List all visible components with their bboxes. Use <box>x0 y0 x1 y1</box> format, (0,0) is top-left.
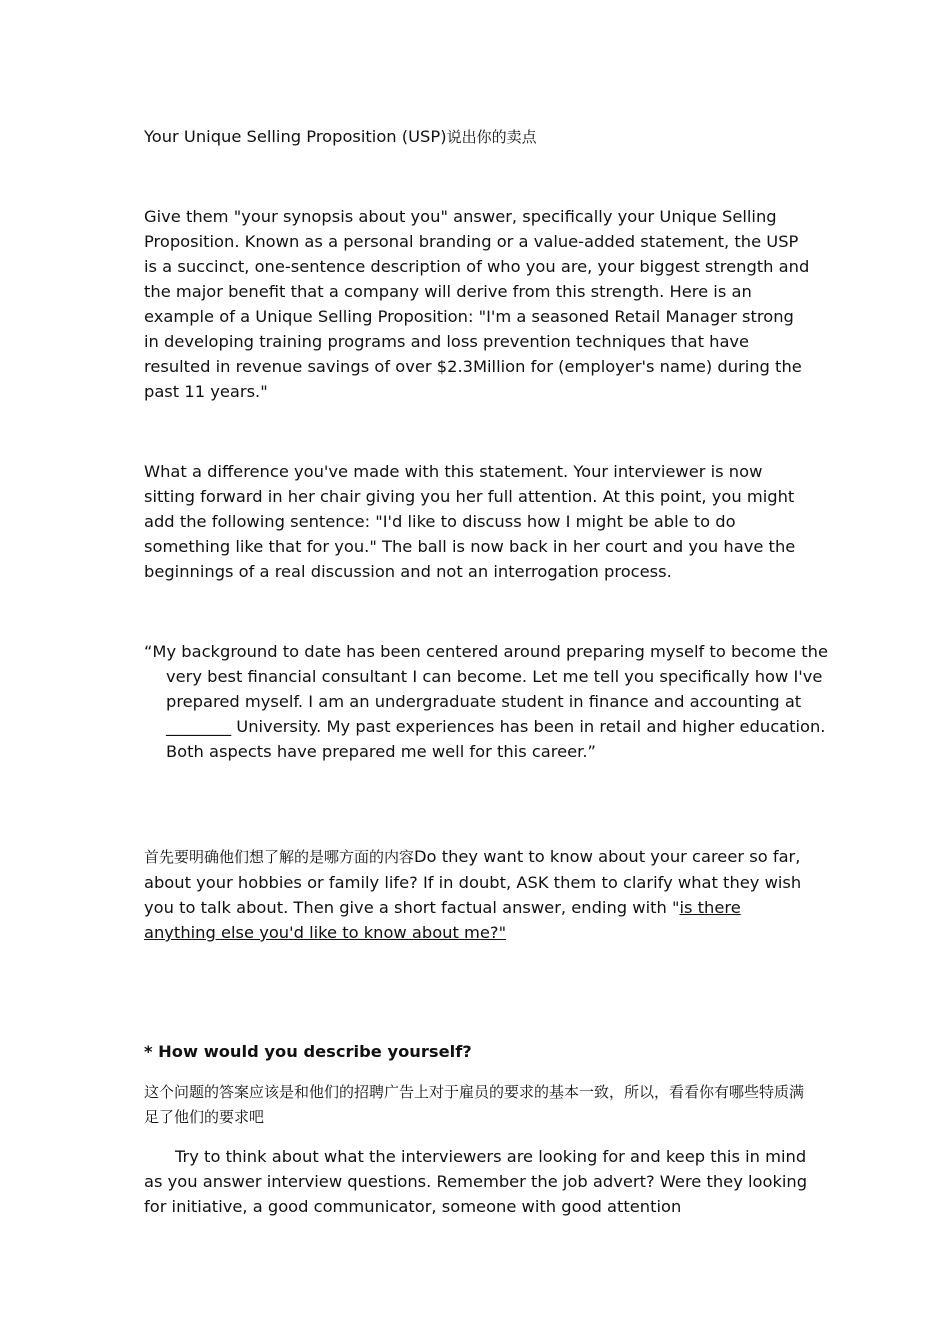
anything-else-link[interactable]: is there anything else you'd like to know about me?" <box>144 898 741 942</box>
section-title-zh: 说出你的卖点 <box>446 128 537 146</box>
section-title-en: Your Unique Selling Proposition (USP) <box>144 127 447 146</box>
paragraph-usp-intro: Give them "your synopsis about you" answer, specifically your Unique Selling Proposition. Known as a personal branding or a value-added statement, the USP is a succinct, one-sentence description of who you are, your biggest strength and the major benefit that a company will derive from this strength. Here is an example of a Unique Selling Proposition: "I'm a seasoned Retail Manager strong in developing training programs and loss prevention techniques that have resulted in revenue savings of over $2.3Million for (employer's name) during the past 11 years." <box>144 207 810 401</box>
paragraph-clarify <box>144 844 810 945</box>
clarify-en-text: Do they want to know about your career so far, about your hobbies or family life? If in doubt, ASK them to clarify what they wish you to talk about. Then give a short factual answer, ending with " <box>144 847 802 917</box>
background-quote-text: “My background to date has been centered around preparing myself to become the very best financial consultant I can become. Let me tell you specifically how I've prepared myself. I am an undergraduate student in finance and accounting at ________ University. My past experiences has been in retail and higher education. Both aspects have prepared me well for this career.” <box>144 642 828 761</box>
question-heading: * How would you describe yourself? <box>144 1042 472 1061</box>
section-title <box>144 124 810 150</box>
paragraph-difference: What a difference you've made with this statement. Your interviewer is now sitting forward in her chair giving you her full attention. At this point, you might add the following sentence: "I'd like to discuss how I might be able to do something like that for you." The ball is now back in her court and you have the beginnings of a real discussion and not an interrogation process. <box>144 462 796 581</box>
paragraph-describe-zh: 这个问题的答案应该是和他们的招聘广告上对于雇员的要求的基本一致，所以，看看你有哪些特质满足了他们的要求吧 <box>144 1083 805 1126</box>
clarify-zh-text: 首先要明确他们想了解的是哪方面的内容 <box>144 848 415 866</box>
paragraph-interviewers: Try to think about what the interviewers are looking for and keep this in mind as you answer interview questions. Remember the job advert? Were they looking for initiative, a good communicator, someone with good attention <box>144 1147 808 1216</box>
paragraph-background-quote <box>144 639 832 764</box>
